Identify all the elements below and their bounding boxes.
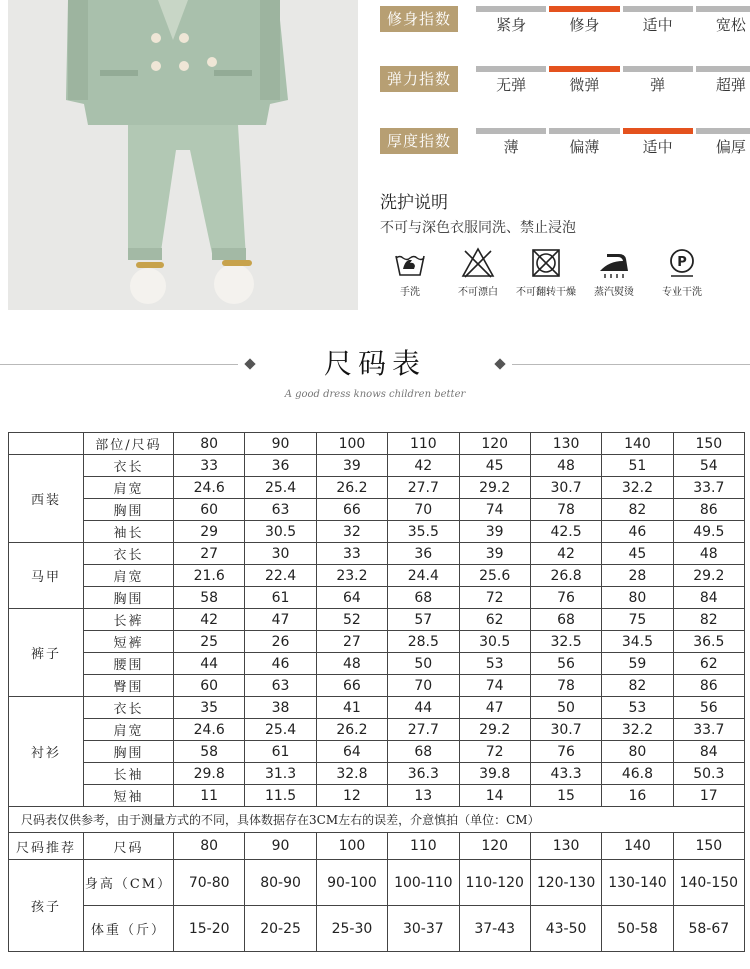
measurement-value: 84 (673, 741, 744, 763)
measurement-label: 短裤 (84, 631, 174, 653)
measurement-value: 29.2 (459, 477, 530, 499)
care-label: 不可漂白 (458, 287, 498, 298)
measurement-value: 74 (459, 499, 530, 521)
measurement-value: 50 (388, 653, 459, 675)
measurement-value: 70 (388, 499, 459, 521)
measurement-value: 78 (530, 675, 601, 697)
elasticity-bar-1 (476, 66, 546, 72)
measurement-value: 32.8 (316, 763, 387, 785)
measurement-label: 肩宽 (84, 477, 174, 499)
measurement-value: 48 (673, 543, 744, 565)
measurement-value: 72 (459, 587, 530, 609)
measurement-value: 29.8 (174, 763, 245, 785)
measurement-value: 30.7 (530, 477, 601, 499)
measurement-value: 45 (459, 455, 530, 477)
table-row (9, 477, 745, 499)
table-row (9, 565, 745, 587)
measurement-value: 61 (245, 741, 316, 763)
measurement-value: 36 (245, 455, 316, 477)
table-row (9, 455, 745, 477)
measurement-value: 86 (673, 675, 744, 697)
height-range: 70-80 (174, 860, 245, 906)
weight-range: 15-20 (174, 906, 245, 952)
measurement-value: 60 (174, 499, 245, 521)
size-header: 150 (673, 433, 744, 455)
weight-range: 37-43 (459, 906, 530, 952)
measurement-value: 46 (245, 653, 316, 675)
weight-range: 43-50 (530, 906, 601, 952)
measurement-label: 肩宽 (84, 719, 174, 741)
measurement-label: 胸围 (84, 741, 174, 763)
header-empty-cell (9, 433, 84, 455)
measurement-value: 26.8 (530, 565, 601, 587)
measurement-value: 33 (174, 455, 245, 477)
fit-bar-3 (623, 6, 693, 12)
weight-range: 25-30 (316, 906, 387, 952)
measurement-value: 23.2 (316, 565, 387, 587)
elasticity-bar-4 (696, 66, 750, 72)
measurement-value: 25.6 (459, 565, 530, 587)
measurement-value: 35 (174, 697, 245, 719)
measurement-value: 56 (673, 697, 744, 719)
measurement-value: 43.3 (530, 763, 601, 785)
fit-bar-4 (696, 6, 750, 12)
weight-range: 58-67 (673, 906, 744, 952)
measurement-value: 28.5 (388, 631, 459, 653)
fit-option: 紧身 (496, 16, 527, 34)
weight-row (9, 906, 745, 952)
measurement-value: 50 (530, 697, 601, 719)
weight-range: 30-37 (388, 906, 459, 952)
size-table (8, 432, 745, 952)
measurement-value: 39 (459, 543, 530, 565)
weight-label: 体重（斤） (84, 906, 174, 952)
thickness-option: 薄 (503, 138, 519, 156)
care-item-hand-wash (376, 247, 444, 298)
measurement-value: 26 (245, 631, 316, 653)
measurement-value: 26.2 (316, 719, 387, 741)
hand-wash-icon (393, 247, 427, 279)
measurement-value: 59 (602, 653, 673, 675)
measurement-value: 53 (459, 653, 530, 675)
elasticity-bar-3 (623, 66, 693, 72)
measurement-value: 24.6 (174, 477, 245, 499)
measurement-value: 30.5 (245, 521, 316, 543)
measurement-value: 52 (316, 609, 387, 631)
fit-bar-2-selected (549, 6, 619, 12)
measurement-value: 33 (316, 543, 387, 565)
measurement-value: 25 (174, 631, 245, 653)
garment-group-label: 衬衫 (9, 697, 84, 807)
recommend-size-label: 尺码 (84, 833, 174, 860)
thickness-bar-4 (696, 128, 750, 134)
measurement-value: 26.2 (316, 477, 387, 499)
measurement-value: 27 (174, 543, 245, 565)
recommend-size: 120 (459, 833, 530, 860)
measurement-value: 30.5 (459, 631, 530, 653)
measurement-value: 32 (316, 521, 387, 543)
garment-group-label: 马甲 (9, 543, 84, 609)
measurement-value: 27.7 (388, 719, 459, 741)
measurement-value: 56 (530, 653, 601, 675)
size-chart-title: 尺码表 (323, 347, 426, 380)
care-label: 不可翻转干燥 (516, 287, 576, 298)
fit-index-bars (476, 6, 750, 12)
elasticity-index-bars (476, 66, 750, 72)
measurement-value: 38 (245, 697, 316, 719)
measurement-label: 衣长 (84, 543, 174, 565)
thickness-index-bars (476, 128, 750, 134)
measurement-label: 长袖 (84, 763, 174, 785)
care-label: 手洗 (400, 287, 420, 298)
measurement-value: 76 (530, 587, 601, 609)
measurement-value: 36.5 (673, 631, 744, 653)
no-bleach-icon (461, 247, 495, 279)
measurement-value: 13 (388, 785, 459, 807)
measurement-label: 衣长 (84, 697, 174, 719)
measurement-value: 28 (602, 565, 673, 587)
table-row (9, 697, 745, 719)
height-range: 110-120 (459, 860, 530, 906)
measurement-value: 47 (459, 697, 530, 719)
recommend-label: 尺码推荐 (9, 833, 84, 860)
measurement-value: 25.4 (245, 477, 316, 499)
measurement-value: 80 (602, 587, 673, 609)
measurement-value: 53 (602, 697, 673, 719)
measurement-value: 49.5 (673, 521, 744, 543)
table-row (9, 631, 745, 653)
thickness-option: 适中 (642, 138, 673, 156)
measurement-label: 肩宽 (84, 565, 174, 587)
measurement-value: 82 (602, 675, 673, 697)
measurement-value: 36.3 (388, 763, 459, 785)
size-chart-subtitle: A good dress knows children better (284, 389, 466, 400)
measurement-value: 42 (388, 455, 459, 477)
measurement-value: 11 (174, 785, 245, 807)
table-row (9, 587, 745, 609)
measurement-value: 31.3 (245, 763, 316, 785)
care-text: 不可与深色衣服同洗、禁止浸泡 (380, 220, 576, 236)
recommend-size: 110 (388, 833, 459, 860)
care-label: 蒸汽熨烫 (594, 287, 634, 298)
fit-option: 适中 (642, 16, 673, 34)
header-label: 部位/尺码 (84, 433, 174, 455)
elasticity-option: 超弹 (715, 76, 746, 94)
measurement-value: 86 (673, 499, 744, 521)
measurement-value: 51 (602, 455, 673, 477)
measurement-value: 44 (174, 653, 245, 675)
table-row (9, 521, 745, 543)
measurement-value: 35.5 (388, 521, 459, 543)
thickness-bar-3-selected (623, 128, 693, 134)
measurement-value: 66 (316, 675, 387, 697)
measurement-value: 24.6 (174, 719, 245, 741)
measurement-value: 29.2 (673, 565, 744, 587)
recommend-header-row (9, 833, 745, 860)
table-row (9, 763, 745, 785)
size-header: 110 (388, 433, 459, 455)
measurement-value: 32.2 (602, 477, 673, 499)
measurement-label: 袖长 (84, 521, 174, 543)
measurement-value: 21.6 (174, 565, 245, 587)
measurement-label: 臀围 (84, 675, 174, 697)
measurement-value: 60 (174, 675, 245, 697)
measurement-label: 短袖 (84, 785, 174, 807)
measurement-label: 长裤 (84, 609, 174, 631)
elasticity-index-options (476, 74, 750, 95)
measurement-value: 54 (673, 455, 744, 477)
weight-range: 50-58 (602, 906, 673, 952)
height-range: 120-130 (530, 860, 601, 906)
measurement-value: 84 (673, 587, 744, 609)
measurement-value: 50.3 (673, 763, 744, 785)
recommend-size: 140 (602, 833, 673, 860)
measurement-value: 76 (530, 741, 601, 763)
recommend-size: 130 (530, 833, 601, 860)
thickness-option: 偏厚 (715, 138, 746, 156)
measurement-value: 22.4 (245, 565, 316, 587)
measurement-value: 75 (602, 609, 673, 631)
measurement-value: 32.2 (602, 719, 673, 741)
measurement-value: 34.5 (602, 631, 673, 653)
measurement-value: 36 (388, 543, 459, 565)
height-range: 90-100 (316, 860, 387, 906)
measurement-value: 30 (245, 543, 316, 565)
fit-index-label: 修身指数 (380, 6, 458, 32)
size-header: 120 (459, 433, 530, 455)
measurement-label: 胸围 (84, 499, 174, 521)
table-row (9, 741, 745, 763)
measurement-value: 63 (245, 675, 316, 697)
recommend-size: 100 (316, 833, 387, 860)
thickness-index-options (476, 136, 750, 157)
garment-group-label: 裤子 (9, 609, 84, 697)
measurement-value: 64 (316, 587, 387, 609)
care-item-professional-dry-clean (648, 247, 716, 298)
size-header: 80 (174, 433, 245, 455)
care-label: 专业干洗 (662, 287, 702, 298)
thickness-bar-1 (476, 128, 546, 134)
size-header: 90 (245, 433, 316, 455)
measurement-value: 39 (316, 455, 387, 477)
size-header: 130 (530, 433, 601, 455)
measurement-value: 39 (459, 521, 530, 543)
measurement-value: 61 (245, 587, 316, 609)
measurement-value: 41 (316, 697, 387, 719)
measurement-value: 62 (459, 609, 530, 631)
measurement-value: 74 (459, 675, 530, 697)
table-row (9, 719, 745, 741)
measurement-value: 12 (316, 785, 387, 807)
product-photo (8, 0, 358, 310)
measurement-label: 腰围 (84, 653, 174, 675)
measurement-value: 46.8 (602, 763, 673, 785)
measurement-value: 15 (530, 785, 601, 807)
measurement-label: 衣长 (84, 455, 174, 477)
table-row (9, 499, 745, 521)
svg-text:P: P (677, 255, 687, 270)
size-note: 尺码表仅供参考，由于测量方式的不同，具体数据存在3CM左右的误差，介意慎拍（单位：CM） (9, 807, 745, 833)
height-row (9, 860, 745, 906)
measurement-value: 80 (602, 741, 673, 763)
elasticity-option: 无弹 (496, 76, 527, 94)
measurement-value: 68 (388, 741, 459, 763)
height-range: 100-110 (388, 860, 459, 906)
measurement-value: 33.7 (673, 719, 744, 741)
thickness-option: 偏薄 (569, 138, 600, 156)
elasticity-option: 弹 (650, 76, 666, 94)
measurement-value: 78 (530, 499, 601, 521)
measurement-value: 27 (316, 631, 387, 653)
measurement-value: 42 (530, 543, 601, 565)
height-range: 80-90 (245, 860, 316, 906)
care-item-no-tumble-dry (512, 247, 580, 298)
measurement-value: 68 (530, 609, 601, 631)
thickness-bar-2 (549, 128, 619, 134)
measurement-value: 30.7 (530, 719, 601, 741)
measurement-value: 64 (316, 741, 387, 763)
measurement-value: 72 (459, 741, 530, 763)
measurement-label: 胸围 (84, 587, 174, 609)
fit-option: 宽松 (715, 16, 746, 34)
size-header: 100 (316, 433, 387, 455)
measurement-value: 46 (602, 521, 673, 543)
professional-dry-clean-icon (665, 247, 699, 279)
height-range: 140-150 (673, 860, 744, 906)
measurement-value: 63 (245, 499, 316, 521)
measurement-value: 82 (673, 609, 744, 631)
measurement-value: 17 (673, 785, 744, 807)
height-label: 身高（CM） (84, 860, 174, 906)
measurement-value: 58 (174, 587, 245, 609)
table-row (9, 653, 745, 675)
measurement-value: 42 (174, 609, 245, 631)
fit-bar-1 (476, 6, 546, 12)
measurement-value: 57 (388, 609, 459, 631)
table-row (9, 543, 745, 565)
table-row (9, 785, 745, 807)
table-header-row (9, 433, 745, 455)
measurement-value: 14 (459, 785, 530, 807)
size-header: 140 (602, 433, 673, 455)
table-note-row (9, 807, 745, 833)
care-title: 洗护说明 (380, 193, 448, 213)
measurement-value: 25.4 (245, 719, 316, 741)
thickness-index-label: 厚度指数 (380, 128, 458, 154)
measurement-value: 11.5 (245, 785, 316, 807)
measurement-value: 33.7 (673, 477, 744, 499)
fit-option: 修身 (569, 16, 600, 34)
measurement-value: 42.5 (530, 521, 601, 543)
table-row (9, 675, 745, 697)
measurement-value: 39.8 (459, 763, 530, 785)
measurement-value: 32.5 (530, 631, 601, 653)
measurement-value: 24.4 (388, 565, 459, 587)
measurement-value: 29.2 (459, 719, 530, 741)
measurement-value: 16 (602, 785, 673, 807)
measurement-value: 47 (245, 609, 316, 631)
measurement-value: 68 (388, 587, 459, 609)
recommend-size: 80 (174, 833, 245, 860)
measurement-value: 82 (602, 499, 673, 521)
care-item-steam-iron (580, 247, 648, 298)
measurement-value: 62 (673, 653, 744, 675)
measurement-value: 48 (530, 455, 601, 477)
recommend-size: 150 (673, 833, 744, 860)
measurement-value: 44 (388, 697, 459, 719)
measurement-value: 58 (174, 741, 245, 763)
measurement-value: 70 (388, 675, 459, 697)
kids-label: 孩子 (9, 860, 84, 952)
no-tumble-dry-icon (529, 247, 563, 279)
steam-iron-icon (597, 247, 631, 279)
table-row (9, 609, 745, 631)
weight-range: 20-25 (245, 906, 316, 952)
care-item-no-bleach (444, 247, 512, 298)
measurement-value: 48 (316, 653, 387, 675)
elasticity-option: 微弹 (569, 76, 600, 94)
measurement-value: 29 (174, 521, 245, 543)
measurement-value: 27.7 (388, 477, 459, 499)
elasticity-bar-2-selected (549, 66, 619, 72)
height-range: 130-140 (602, 860, 673, 906)
fit-index-options (476, 14, 750, 35)
garment-group-label: 西装 (9, 455, 84, 543)
recommend-size: 90 (245, 833, 316, 860)
care-icons (376, 247, 716, 298)
measurement-value: 45 (602, 543, 673, 565)
measurement-value: 66 (316, 499, 387, 521)
elasticity-index-label: 弹力指数 (380, 66, 458, 92)
